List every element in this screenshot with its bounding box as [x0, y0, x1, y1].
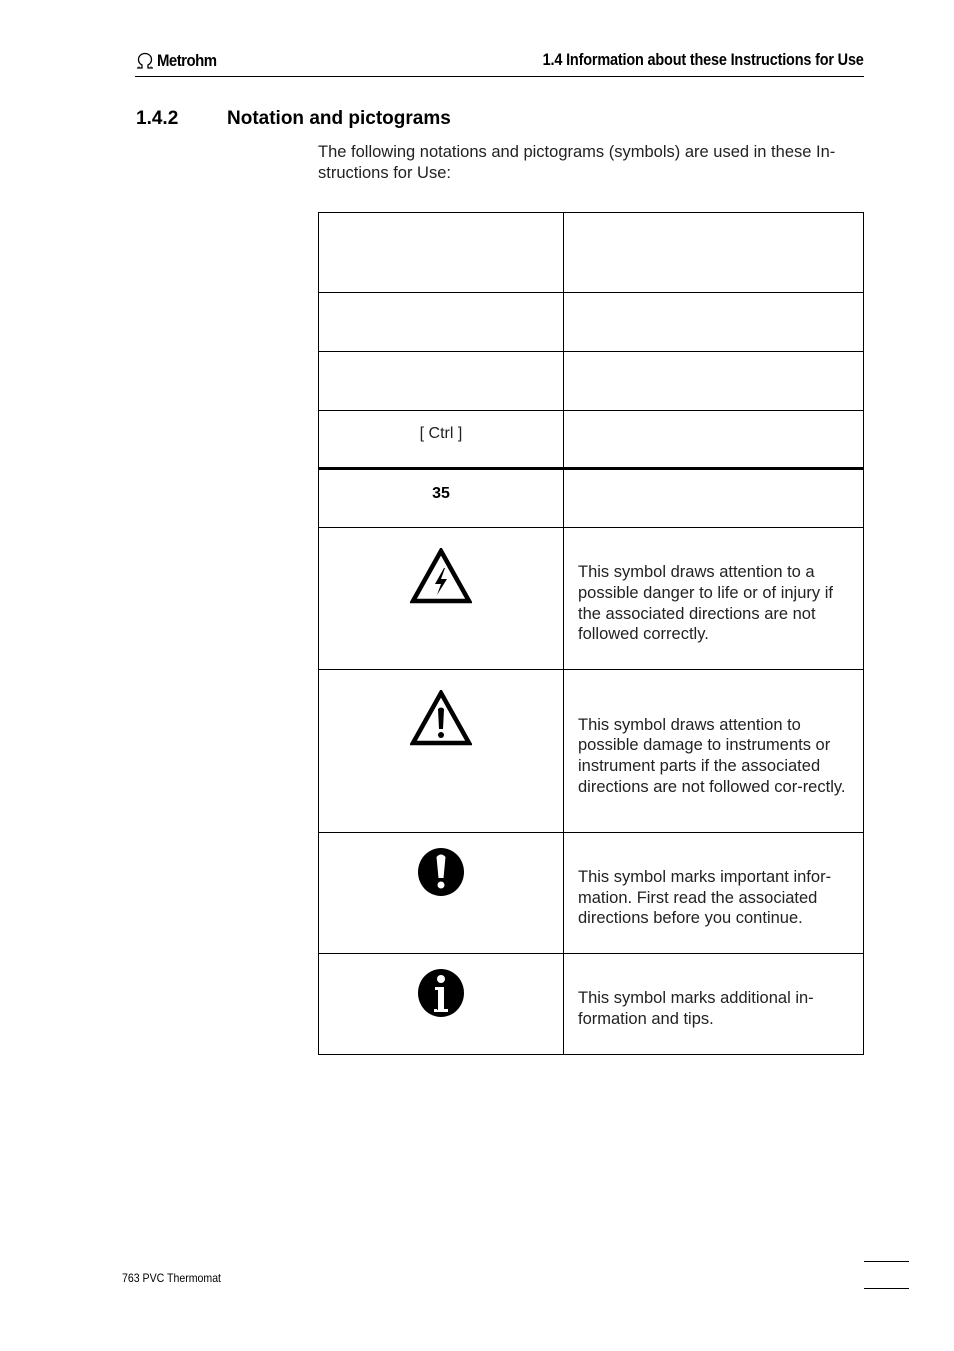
symbol-cell	[319, 954, 564, 1055]
footer-product-name: 763 PVC Thermomat	[122, 1271, 221, 1285]
symbol-cell	[319, 528, 564, 670]
important-exclamation-icon	[417, 847, 465, 902]
description-cell	[564, 469, 864, 528]
section-number: 1.4.2	[136, 108, 179, 129]
symbol-cell	[319, 469, 564, 528]
description-cell: This symbol marks important infor-mation. First read the associated directions before you continue.	[564, 833, 864, 954]
symbol-cell	[319, 411, 564, 469]
symbol-cell	[319, 833, 564, 954]
table-row	[319, 528, 864, 670]
description-cell: This symbol draws attention to a possible danger to life or of injury if the associated directions are not followed correctly.	[564, 528, 864, 670]
notation-table	[318, 212, 864, 1055]
table-row	[319, 411, 864, 469]
footer-rule-top	[864, 1261, 909, 1262]
description-cell: This symbol marks additional in-formation and tips.	[564, 954, 864, 1055]
warning-caution-icon	[410, 690, 472, 751]
footer-rule-bottom	[864, 1288, 909, 1289]
symbol-cell	[319, 670, 564, 833]
table-row	[319, 670, 864, 833]
page-header	[135, 48, 864, 77]
intro-line-1: The following notations and pictograms (symbols) are used in these In-	[318, 143, 836, 161]
key-notation-ctrl: [ Ctrl ]	[419, 425, 463, 442]
info-icon	[417, 968, 465, 1023]
symbol-cell	[319, 352, 564, 411]
warning-electric-shock-icon	[410, 548, 472, 609]
table-row	[319, 833, 864, 954]
intro-line-2: structions for Use:	[318, 164, 451, 182]
brand-name: Metrohm	[157, 51, 217, 70]
description-cell	[564, 411, 864, 469]
table-row	[319, 469, 864, 528]
description-cell	[564, 213, 864, 293]
section-title: Notation and pictograms	[227, 108, 451, 129]
brand-logo	[135, 51, 225, 71]
description-cell	[564, 293, 864, 352]
table-row	[319, 213, 864, 293]
symbol-cell	[319, 293, 564, 352]
running-header-title: 1.4 Information about these Instructions for Use	[542, 50, 864, 69]
intro-paragraph	[318, 142, 868, 184]
page-reference-notation: 35	[432, 485, 450, 502]
description-cell: This symbol draws attention to possible damage to instruments or instrument parts if the associated directions are not followed cor-rectly.	[564, 670, 864, 833]
omega-icon	[135, 52, 155, 70]
table-row	[319, 352, 864, 411]
table-row	[319, 293, 864, 352]
symbol-cell	[319, 213, 564, 293]
description-cell	[564, 352, 864, 411]
table-row	[319, 954, 864, 1055]
